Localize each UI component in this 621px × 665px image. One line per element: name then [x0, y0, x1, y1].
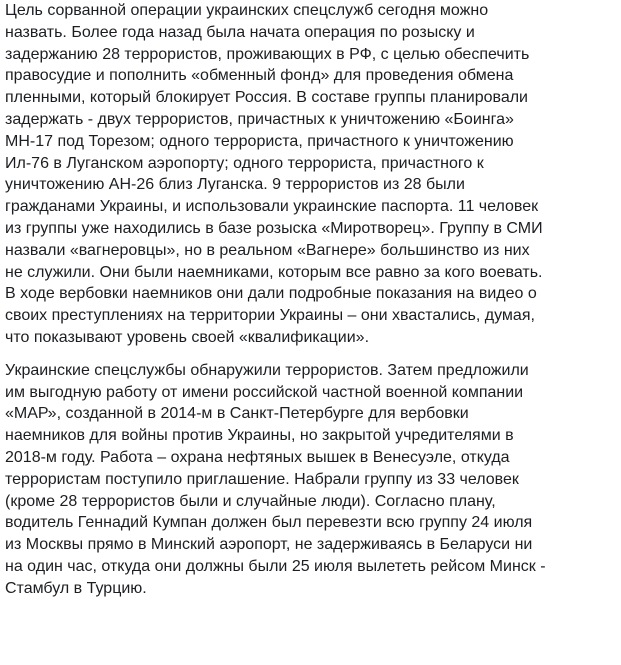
text-line: «МАР», созданной в 2014-м в Санкт-Петербурге для вербовки	[5, 405, 469, 423]
paragraph-1	[5, 0, 617, 349]
text-line: правосудие и пополнить «обменный фонд» для проведения обмена	[5, 67, 514, 85]
text-line: уничтожению АН-26 близ Луганска. 9 террористов из 28 были	[5, 176, 465, 194]
paragraph-2	[5, 360, 617, 600]
text-line: Цель сорванной операции украинских спецслужб сегодня можно	[5, 2, 489, 19]
text-line: что показывают уровень своей «квалификации».	[5, 328, 370, 346]
text-line: террористам поступило приглашение. Набрали группу из 33 человек	[5, 470, 519, 488]
text-line: не служили. Они были наемниками, которым все равно за кого воевать.	[5, 263, 543, 281]
text-line: назвали «вагнеровцы», но в реальном «Вагнере» большинство из них	[5, 241, 530, 259]
text-line: (кроме 28 террористов были и случайные люди). Согласно плану,	[5, 492, 496, 510]
text-line: из Москвы прямо в Минский аэропорт, не задерживаясь в Беларуси ни	[5, 536, 533, 554]
text-line: МН-17 под Торезом; одного террориста, причастного к уничтожению	[5, 132, 514, 150]
text-line: Стамбул в Турцию.	[5, 579, 147, 597]
text-line: Украинские спецслужбы обнаружили террористов. Затем предложили	[5, 361, 529, 379]
text-line: 2018-м году. Работа – охрана нефтяных вышек в Венесуэле, откуда	[5, 448, 510, 466]
text-line: задержать - двух террористов, причастных к уничтожению «Боинга»	[5, 110, 514, 128]
text-line: им выгодную работу от имени российской частной военной компании	[5, 383, 524, 401]
text-line: В ходе вербовки наемников они дали подробные показания на видео о	[5, 285, 537, 303]
text-line: водитель Геннадий Кумпан должен был перевезти всю группу 24 июля	[5, 514, 533, 532]
text-line: пленными, который блокирует Россия. В составе группы планировали	[5, 89, 528, 107]
text-line: гражданами Украины, и использовали украинские паспорта. 11 человек	[5, 198, 539, 216]
text-line: своих преступлениях на территории Украины – они хвастались, думая,	[5, 307, 535, 325]
text-line: назвать. Более года назад была начата операция по розыску и	[5, 23, 475, 41]
post-body	[5, 0, 617, 611]
text-line: Ил-76 в Луганском аэропорту; одного террориста, причастного к	[5, 154, 484, 172]
text-line: задержанию 28 террористов, проживающих в РФ, с целью обеспечить	[5, 45, 530, 63]
text-line: на один час, откуда они должны были 25 июля вылететь рейсом Минск -	[5, 557, 546, 575]
text-line: наемников для войны против Украины, но закрытой учредителями в	[5, 427, 514, 445]
text-line: из группы уже находились в базе розыска «Миротворец». Группу в СМИ	[5, 219, 543, 237]
